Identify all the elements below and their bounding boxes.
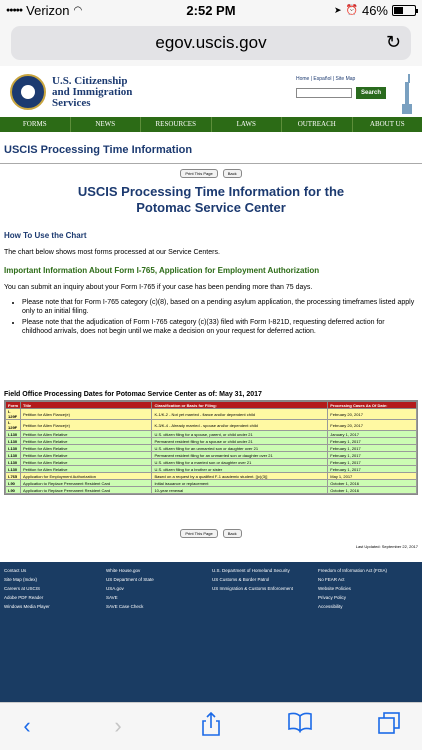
back-button[interactable]: Back bbox=[223, 169, 242, 178]
cell-title: Petition for Alien Relative bbox=[21, 445, 152, 452]
main-nav bbox=[0, 117, 422, 132]
footer-link[interactable]: Freedom of Information Act (FOIA) bbox=[318, 568, 388, 573]
footer-link[interactable]: US Customs & Border Patrol bbox=[212, 577, 270, 582]
col-date: Processing Cases As Of Date: bbox=[328, 402, 417, 409]
table-row bbox=[6, 452, 417, 459]
footer-link[interactable]: Windows Media Player bbox=[4, 604, 50, 609]
table-row bbox=[6, 487, 417, 494]
last-updated: Last Updated: September 22, 2017 bbox=[355, 544, 418, 549]
important-text: You can submit an inquiry about your Form I-765 if your case has been pending more than 75 days. bbox=[4, 284, 313, 291]
dhs-seal-icon[interactable] bbox=[10, 74, 46, 110]
cell-date: February 1, 2017 bbox=[328, 452, 417, 459]
cell-form: I-130 bbox=[6, 438, 21, 445]
processing-table bbox=[4, 400, 418, 495]
important-heading: Important Information About Form I-765, Application for Employment Authorization bbox=[4, 266, 320, 275]
nav-forms[interactable]: FORMS bbox=[0, 117, 71, 132]
cell-title: Petition for Alien Relative bbox=[21, 466, 152, 473]
cell-date: February 1, 2017 bbox=[328, 466, 417, 473]
print-button[interactable]: Print This Page bbox=[180, 529, 217, 538]
footer-link[interactable]: SAVE Case Check bbox=[106, 604, 144, 609]
cell-title: Petition for Alien Relative bbox=[21, 431, 152, 438]
cell-title: Application to Replace Permanent Resident Card bbox=[21, 487, 152, 494]
cell-date: February 20, 2017 bbox=[328, 409, 417, 420]
list-item: • Please note that the adjudication of Form I-765 category (c)(33) filed with Form I-821D, requesting deferred action for childhood arrivals, does not begin until we make a decision on your request for deferred action. bbox=[22, 318, 416, 336]
chevron-right-icon[interactable]: › bbox=[114, 713, 122, 738]
cell-date: February 1, 2017 bbox=[328, 459, 417, 466]
footer-link[interactable]: US Department of State bbox=[106, 577, 154, 582]
cell-form: I-90 bbox=[6, 487, 21, 494]
cell-basis: Initial issuance or replacement bbox=[152, 480, 328, 487]
cell-basis: K-1/K-2 - Not yet married - fiance and/or dependent child bbox=[152, 409, 328, 420]
cell-basis: Permanent resident filing for a spouse or child under 21 bbox=[152, 438, 328, 445]
cell-basis: Permanent resident filing for an unmarried son or daughter over 21 bbox=[152, 452, 328, 459]
cell-title: Application to Replace Permanent Resident Card bbox=[21, 480, 152, 487]
footer-link[interactable]: White House.gov bbox=[106, 568, 141, 573]
cell-title: Petition for Alien Fiance(e) bbox=[21, 420, 152, 431]
cell-date: October 1, 2016 bbox=[328, 487, 417, 494]
footer-link[interactable]: Website Policies bbox=[318, 586, 351, 591]
book-icon[interactable] bbox=[285, 711, 315, 741]
battery-percent: 46% bbox=[361, 3, 388, 18]
alarm-icon: ⏰ bbox=[345, 5, 358, 16]
nav-outreach[interactable]: OUTREACH bbox=[282, 117, 353, 132]
cell-date: February 1, 2017 bbox=[328, 445, 417, 452]
cell-basis: U.S. citizen filing for a married son or daughter over 21 bbox=[152, 459, 328, 466]
cell-form: I-765 bbox=[6, 473, 21, 480]
nav-about-us[interactable]: ABOUT US bbox=[369, 120, 405, 128]
col-form: Form bbox=[6, 402, 21, 409]
cell-form: I-130 bbox=[6, 452, 21, 459]
agency-name[interactable]: U.S. Citizenship and Immigration Services bbox=[52, 75, 133, 109]
footer-link[interactable]: Accessibility bbox=[318, 604, 343, 609]
browser-toolbar bbox=[0, 702, 422, 750]
cell-date: May 1, 2017 bbox=[328, 473, 417, 480]
page-heading: USCIS Processing Time Information bbox=[4, 144, 193, 156]
table-row bbox=[6, 438, 417, 445]
table-row bbox=[6, 480, 417, 487]
footer-link[interactable]: Site Map (Index) bbox=[4, 577, 38, 582]
cell-date: January 1, 2017 bbox=[328, 431, 417, 438]
main-title: USCIS Processing Time Information for the Potomac Service Center bbox=[77, 184, 345, 215]
footer-link[interactable]: No FEAR Act bbox=[318, 577, 345, 582]
back-button[interactable]: Back bbox=[223, 529, 242, 538]
list-item: • Please note that for Form I-765 category (c)(8), based on a pending asylum application, the processing timeframes listed apply only to an initial filing. bbox=[22, 298, 416, 316]
footer-link[interactable]: Contact Us bbox=[4, 568, 27, 573]
cell-title: Petition for Alien Fiance(e) bbox=[21, 409, 152, 420]
cell-basis: U.S. citizen filing for a spouse, parent, or child under 21 bbox=[152, 431, 328, 438]
print-button[interactable]: Print This Page bbox=[180, 169, 217, 178]
share-icon[interactable] bbox=[196, 711, 226, 741]
nav-resources[interactable]: RESOURCES bbox=[141, 117, 212, 132]
how-heading: How To Use the Chart bbox=[4, 231, 87, 240]
table-row bbox=[6, 473, 417, 480]
footer-link[interactable]: US Immigration & Customs Enforcement bbox=[212, 586, 294, 591]
cell-title: Petition for Alien Relative bbox=[21, 459, 152, 466]
battery-icon bbox=[392, 5, 416, 16]
location-icon: ➤ bbox=[333, 5, 342, 15]
address-bar[interactable] bbox=[11, 26, 411, 60]
cell-date: February 20, 2017 bbox=[328, 420, 417, 431]
cell-title: Petition for Alien Relative bbox=[21, 452, 152, 459]
footer-link[interactable]: USA.gov bbox=[106, 586, 124, 591]
bullet-list bbox=[22, 298, 416, 338]
footer-link[interactable]: Careers at USCIS bbox=[4, 586, 41, 591]
cell-basis: Based on a request by a qualified F-1 academic student. [(c)(3)] bbox=[152, 473, 328, 480]
table-row bbox=[6, 409, 417, 420]
site-header bbox=[0, 70, 422, 116]
wifi-icon: ◠ bbox=[73, 5, 83, 16]
cell-date: October 1, 2016 bbox=[328, 480, 417, 487]
footer-link[interactable]: Privacy Policy bbox=[318, 595, 347, 600]
footer-link[interactable]: Adobe PDF Reader bbox=[4, 595, 44, 600]
top-links[interactable]: Home | Español | Site Map bbox=[296, 76, 356, 82]
footer-link[interactable]: SAVE bbox=[106, 595, 118, 600]
cell-form: I-130 bbox=[6, 459, 21, 466]
how-text: The chart below shows most forms processed at our Service Centers. bbox=[4, 249, 220, 256]
table-row bbox=[6, 445, 417, 452]
footer-link[interactable]: U.S. Department of Homeland Security bbox=[212, 568, 290, 573]
signal-icon: ●●●●● bbox=[6, 7, 23, 14]
table-row bbox=[6, 431, 417, 438]
reload-icon[interactable]: ↻ bbox=[385, 32, 401, 52]
cell-form: I-129F bbox=[6, 420, 21, 431]
carrier-name: Verizon bbox=[26, 3, 70, 18]
url-text: egov.uscis.gov bbox=[155, 33, 267, 52]
top-button-row bbox=[0, 169, 422, 178]
status-bar bbox=[0, 0, 422, 22]
cell-basis: U.S. citizen filing for a brother or sister bbox=[152, 466, 328, 473]
chevron-left-icon[interactable]: ‹ bbox=[23, 713, 31, 738]
clock: 2:52 PM bbox=[186, 3, 236, 18]
divider bbox=[0, 163, 422, 164]
bottom-button-row bbox=[0, 529, 422, 538]
nav-news[interactable]: NEWS bbox=[71, 117, 142, 132]
statue-of-liberty-icon bbox=[398, 72, 416, 114]
cell-basis: U.S. citizen filing for an unmarried son or daughter over 21 bbox=[152, 445, 328, 452]
col-title: Title bbox=[21, 402, 152, 409]
cell-basis: K-3/K-4 - Already married - spouse and/or dependent child bbox=[152, 420, 328, 431]
cell-form: I-129F bbox=[6, 409, 21, 420]
cell-title: Application for Employment Authorization bbox=[21, 473, 152, 480]
table-title: Field Office Processing Dates for Potomac Service Center as of: May 31, 2017 bbox=[4, 391, 262, 398]
table-row bbox=[6, 420, 417, 431]
search-input[interactable] bbox=[296, 88, 352, 98]
nav-laws[interactable]: LAWS bbox=[212, 117, 283, 132]
cell-form: I-130 bbox=[6, 431, 21, 438]
site-footer bbox=[0, 562, 422, 702]
cell-form: I-90 bbox=[6, 480, 21, 487]
table-row bbox=[6, 459, 417, 466]
browser-chrome bbox=[0, 22, 422, 66]
tabs-icon[interactable] bbox=[374, 711, 404, 741]
cell-form: I-130 bbox=[6, 466, 21, 473]
cell-basis: 10-year renewal bbox=[152, 487, 328, 494]
cell-title: Petition for Alien Relative bbox=[21, 438, 152, 445]
cell-form: I-130 bbox=[6, 445, 21, 452]
table-row bbox=[6, 466, 417, 473]
col-basis: Classification or Basis for Filing: bbox=[152, 402, 328, 409]
search-button[interactable]: Search bbox=[356, 87, 386, 99]
cell-date: February 1, 2017 bbox=[328, 438, 417, 445]
